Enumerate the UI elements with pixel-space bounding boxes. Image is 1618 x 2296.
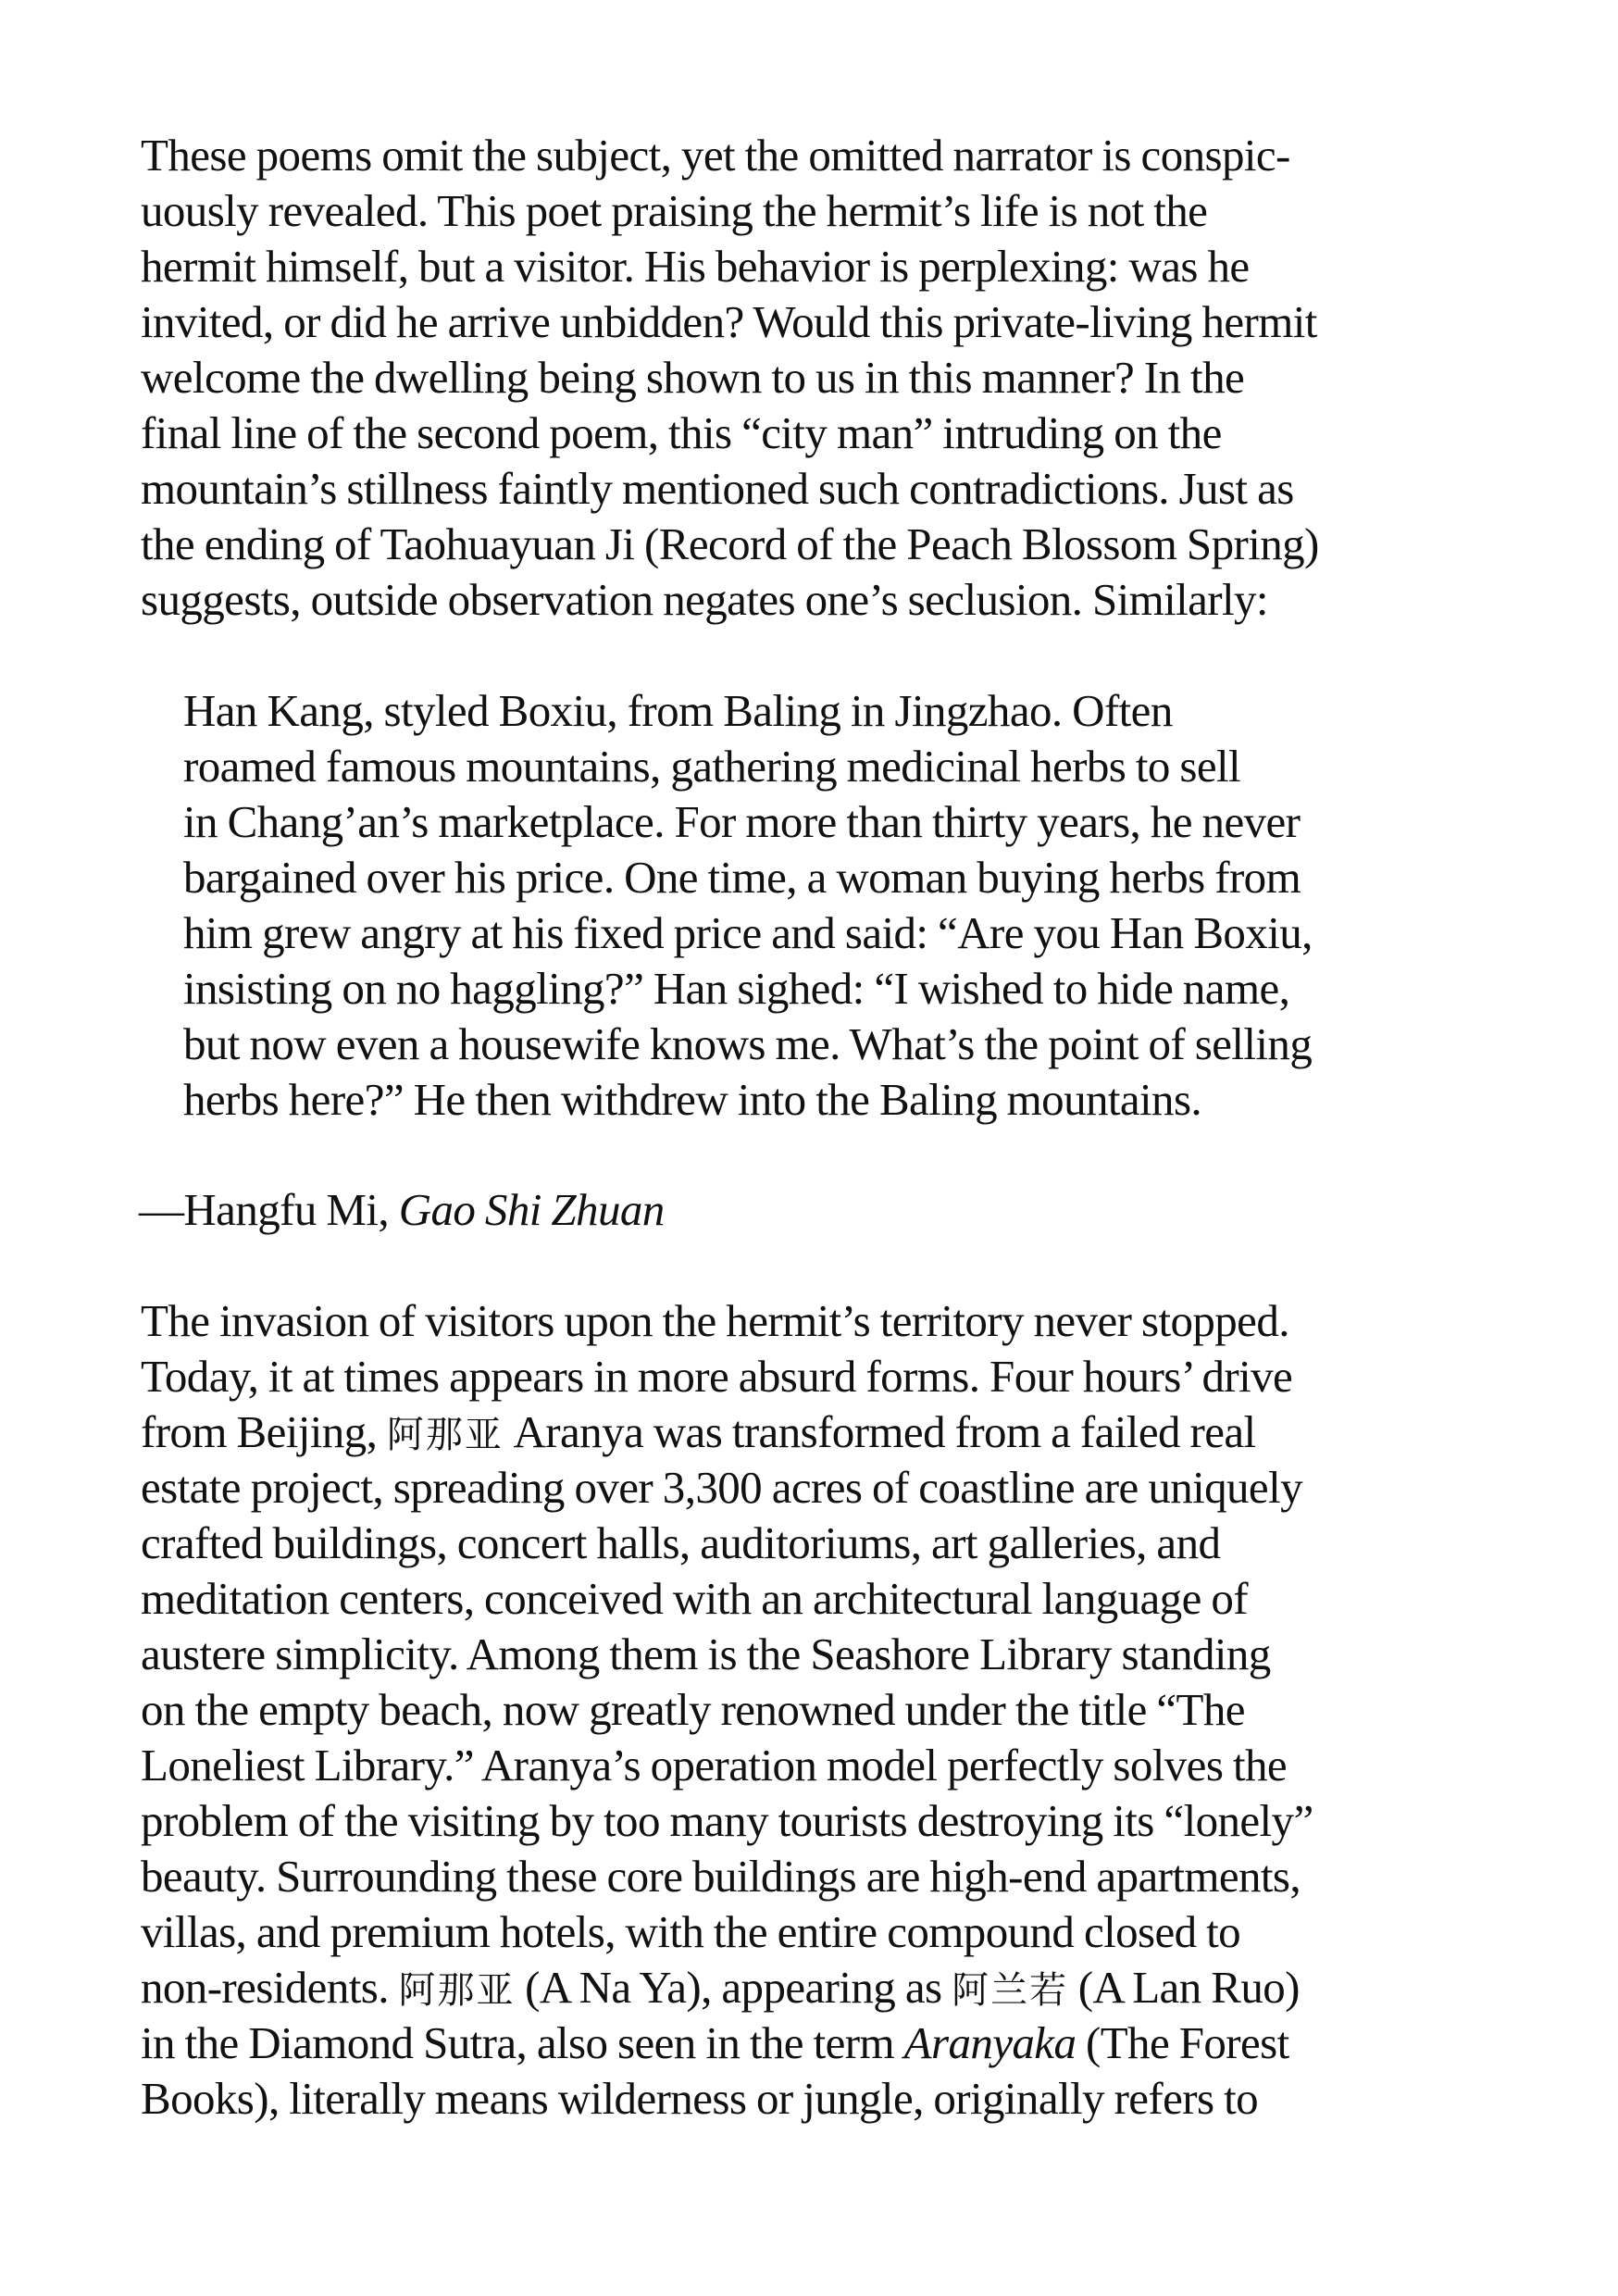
text-line: estate project, spreading over 3,300 acres of coastline are uniquely: [141, 1462, 1302, 1513]
text-line: invited, or did he arrive unbidden? Would this private-living hermit: [141, 296, 1317, 347]
text-line: villas, and premium hotels, with the entire compound closed to: [141, 1906, 1241, 1957]
text-segment: (A Na Ya), appearing as: [515, 1962, 952, 2013]
quote-line: in Chang’an’s marketplace. For more than thirty years, he never: [183, 796, 1301, 847]
chinese-text-a-lan-ruo: 阿兰若: [952, 1969, 1069, 2012]
chinese-text-a-na-ya: 阿那亚: [398, 1969, 516, 2012]
text-line: These poems omit the subject, yet the omitted narrator is conspic-: [141, 130, 1290, 181]
text-line: crafted buildings, concert halls, auditoriums, art galleries, and: [141, 1517, 1221, 1568]
text-line: meditation centers, conceived with an architectural language of: [141, 1573, 1248, 1624]
text-line: mountain’s stillness faintly mentioned such contradictions. Just as: [141, 463, 1294, 514]
italic-term-aranyaka: Aranyaka: [903, 2017, 1077, 2068]
attribution-author: —Hangfu Mi,: [139, 1184, 399, 1235]
text-segment: non-residents.: [141, 1962, 399, 2013]
text-line: hermit himself, but a visitor. His behavior is perplexing: was he: [141, 241, 1250, 292]
text-line: [141, 1960, 1313, 2015]
text-line: Loneliest Library.” Aranya’s operation model perfectly solves the: [141, 1740, 1288, 1791]
block-quote-han-kang: [183, 683, 1313, 1128]
text-line: suggests, outside observation negates one’s seclusion. Similarly:: [141, 574, 1268, 625]
text-line: austere simplicity. Among them is the Seashore Library standing: [141, 1628, 1271, 1679]
quote-attribution: [139, 1182, 665, 1238]
quote-line: him grew angry at his fixed price and said: “Are you Han Boxiu,: [183, 907, 1313, 958]
text-line: on the empty beach, now greatly renowned under the title “The: [141, 1684, 1245, 1735]
attribution-line: [139, 1182, 665, 1238]
text-segment: (The Forest: [1076, 2017, 1289, 2068]
text-line: [141, 2015, 1313, 2071]
text-line: uously revealed. This poet praising the hermit’s life is not the: [141, 185, 1208, 236]
chinese-text-a-na-ya: 阿那亚: [386, 1414, 504, 1456]
quote-line: herbs here?” He then withdrew into the Baling mountains.: [183, 1074, 1202, 1125]
text-line: welcome the dwelling being shown to us in this manner? In the: [141, 352, 1245, 403]
quote-line: roamed famous mountains, gathering medicinal herbs to sell: [183, 741, 1241, 792]
text-segment: (A Lan Ruo): [1068, 1962, 1300, 2013]
attribution-work-title: Gao Shi Zhuan: [398, 1184, 665, 1235]
text-line: the ending of Taohuayuan Ji (Record of the Peach Blossom Spring): [141, 518, 1319, 569]
text-line: beauty. Surrounding these core buildings are high-end apartments,: [141, 1851, 1301, 1902]
text-line: Today, it at times appears in more absurd forms. Four hours’ drive: [141, 1351, 1293, 1402]
paragraph-hermit-visitor: [141, 128, 1319, 628]
text-line: [141, 1404, 1313, 1460]
quote-line: insisting on no haggling?” Han sighed: “I wished to hide name,: [183, 963, 1290, 1014]
text-segment: from Beijing,: [141, 1406, 387, 1457]
text-line: final line of the second poem, this “city man” intruding on the: [141, 407, 1222, 458]
quote-line: bargained over his price. One time, a woman buying herbs from: [183, 852, 1301, 903]
quote-line: Han Kang, styled Boxiu, from Baling in Jingzhao. Often: [183, 685, 1173, 736]
text-line: Books), literally means wilderness or jungle, originally refers to: [141, 2073, 1259, 2124]
text-line: The invasion of visitors upon the hermit’s territory never stopped.: [141, 1295, 1289, 1346]
text-segment: in the Diamond Sutra, also seen in the term: [141, 2017, 904, 2068]
quote-line: but now even a housewife knows me. What’s the point of selling: [183, 1018, 1313, 1069]
text-line: problem of the visiting by too many tourists destroying its “lonely”: [141, 1795, 1313, 1846]
paragraph-aranya: [141, 1293, 1313, 2127]
text-segment: Aranya was transformed from a failed real: [503, 1406, 1256, 1457]
